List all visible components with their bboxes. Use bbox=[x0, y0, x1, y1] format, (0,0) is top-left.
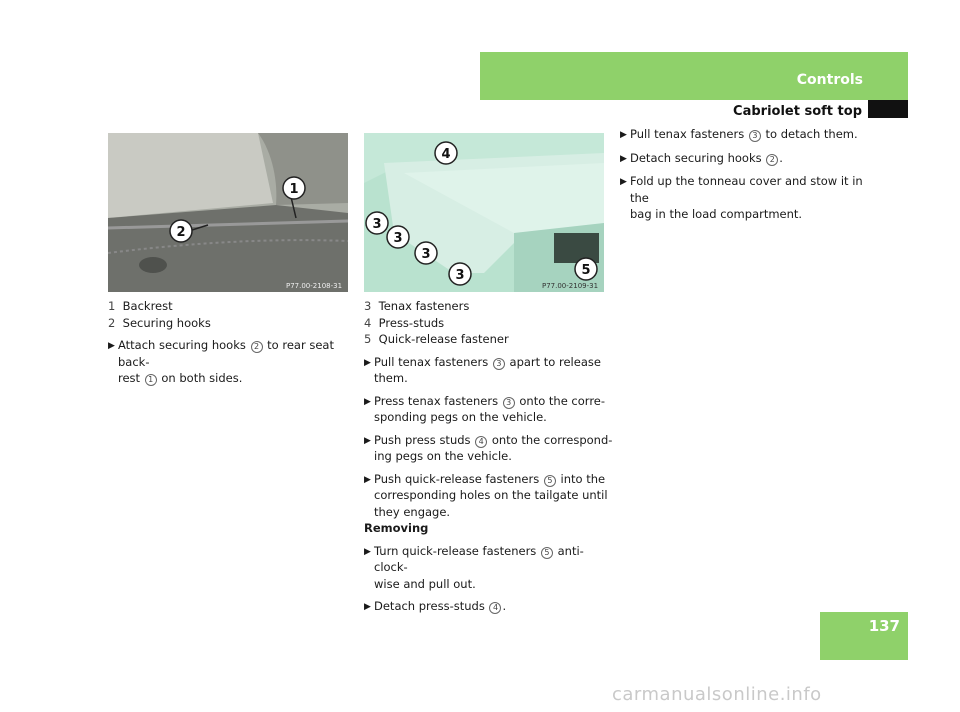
legend-num: 4 bbox=[364, 315, 372, 330]
legend-item bbox=[364, 315, 614, 332]
section-title: Controls bbox=[796, 72, 863, 88]
instruction-step: ▶ Pull tenax fasteners 3 apart to release them. bbox=[364, 354, 601, 385]
legend-item bbox=[364, 331, 614, 348]
arrow-icon: ▶ bbox=[364, 396, 371, 407]
instruction-step: ▶ Press tenax fasteners 3 onto the corre- sponding pegs on the vehicle. bbox=[364, 393, 606, 424]
step-text: Attach securing hooks bbox=[118, 338, 246, 352]
legend-item bbox=[108, 298, 353, 315]
figure2-code: P77.00-2109-31 bbox=[542, 282, 599, 290]
instruction-step: ▶ Fold up the tonneau cover and stow it in the bag in the load compartment. bbox=[620, 174, 863, 221]
ref-callout: 3 bbox=[503, 397, 515, 409]
legend-label: Quick-release fastener bbox=[378, 332, 509, 346]
legend-label: Backrest bbox=[122, 299, 173, 313]
arrow-icon: ▶ bbox=[364, 474, 371, 485]
column-1 bbox=[108, 298, 353, 387]
ref-callout: 2 bbox=[766, 154, 778, 166]
ref-callout: 2 bbox=[251, 341, 263, 353]
callout-5: 5 bbox=[581, 263, 591, 278]
callout-3b: 3 bbox=[393, 231, 403, 246]
ref-callout: 4 bbox=[489, 602, 501, 614]
callout-3d: 3 bbox=[455, 268, 465, 283]
ref-callout: 4 bbox=[475, 436, 487, 448]
arrow-icon: ▶ bbox=[364, 435, 371, 446]
instruction-step: ▶ Pull tenax fasteners 3 to detach them. bbox=[620, 126, 870, 144]
ref-callout: 3 bbox=[749, 130, 761, 142]
instruction-step: ▶ Turn quick-release fasteners 5 anti-clock- wise and pull out. bbox=[364, 543, 584, 591]
watermark: carmanualsonline.info bbox=[612, 684, 822, 705]
callout-1: 1 bbox=[289, 182, 299, 197]
arrow-icon: ▶ bbox=[620, 177, 627, 187]
instruction-step: ▶ Push press studs 4 onto the correspond- ing pegs on the vehicle. bbox=[364, 432, 613, 463]
step-text: on both sides. bbox=[161, 371, 243, 385]
legend-label: Securing hooks bbox=[122, 315, 211, 330]
figure-tonneau bbox=[364, 133, 604, 292]
arrow-icon: ▶ bbox=[620, 130, 627, 140]
figure1-code: P77.00-2108-31 bbox=[286, 282, 343, 290]
arrow-icon: ▶ bbox=[364, 357, 371, 368]
legend-item bbox=[364, 298, 614, 315]
ref-callout: 3 bbox=[493, 358, 505, 370]
figure-backrest bbox=[108, 133, 348, 292]
callout-3a: 3 bbox=[372, 217, 382, 232]
legend-num: 2 bbox=[108, 315, 116, 330]
arrow-icon: ▶ bbox=[108, 341, 115, 351]
ref-callout: 5 bbox=[544, 475, 556, 487]
ref-callout: 5 bbox=[541, 547, 553, 559]
instruction-step: ▶ Push quick-release fasteners 5 into the corresponding holes on the tailgate until they engage. bbox=[364, 471, 608, 519]
legend-label: Press-studs bbox=[378, 315, 445, 330]
instruction-step: ▶ Detach securing hooks 2 . bbox=[620, 150, 870, 168]
callout-4: 4 bbox=[441, 147, 451, 162]
legend-item bbox=[108, 315, 353, 332]
callout-3c: 3 bbox=[421, 247, 431, 262]
header-marker bbox=[868, 100, 908, 118]
arrow-icon: ▶ bbox=[364, 546, 371, 557]
instruction-step bbox=[108, 337, 353, 387]
chapter-title: Cabriolet soft top bbox=[733, 104, 862, 119]
removing-heading: Removing bbox=[364, 521, 429, 535]
arrow-icon: ▶ bbox=[364, 602, 371, 612]
legend-num: 1 bbox=[108, 299, 116, 313]
page-number: 137 bbox=[868, 617, 900, 635]
legend-num: 3 bbox=[364, 299, 372, 313]
column-3 bbox=[620, 126, 870, 223]
step-text: rest bbox=[118, 371, 141, 385]
callout-2: 2 bbox=[176, 225, 186, 240]
step-text: to rear seat back- bbox=[118, 338, 334, 369]
legend-label: Tenax fasteners bbox=[378, 299, 470, 313]
instruction-step: ▶ Detach press-studs 4 . bbox=[364, 598, 614, 616]
arrow-icon: ▶ bbox=[620, 153, 627, 164]
column-2 bbox=[364, 298, 614, 616]
legend-num: 5 bbox=[364, 332, 372, 346]
ref-callout: 1 bbox=[145, 374, 157, 386]
